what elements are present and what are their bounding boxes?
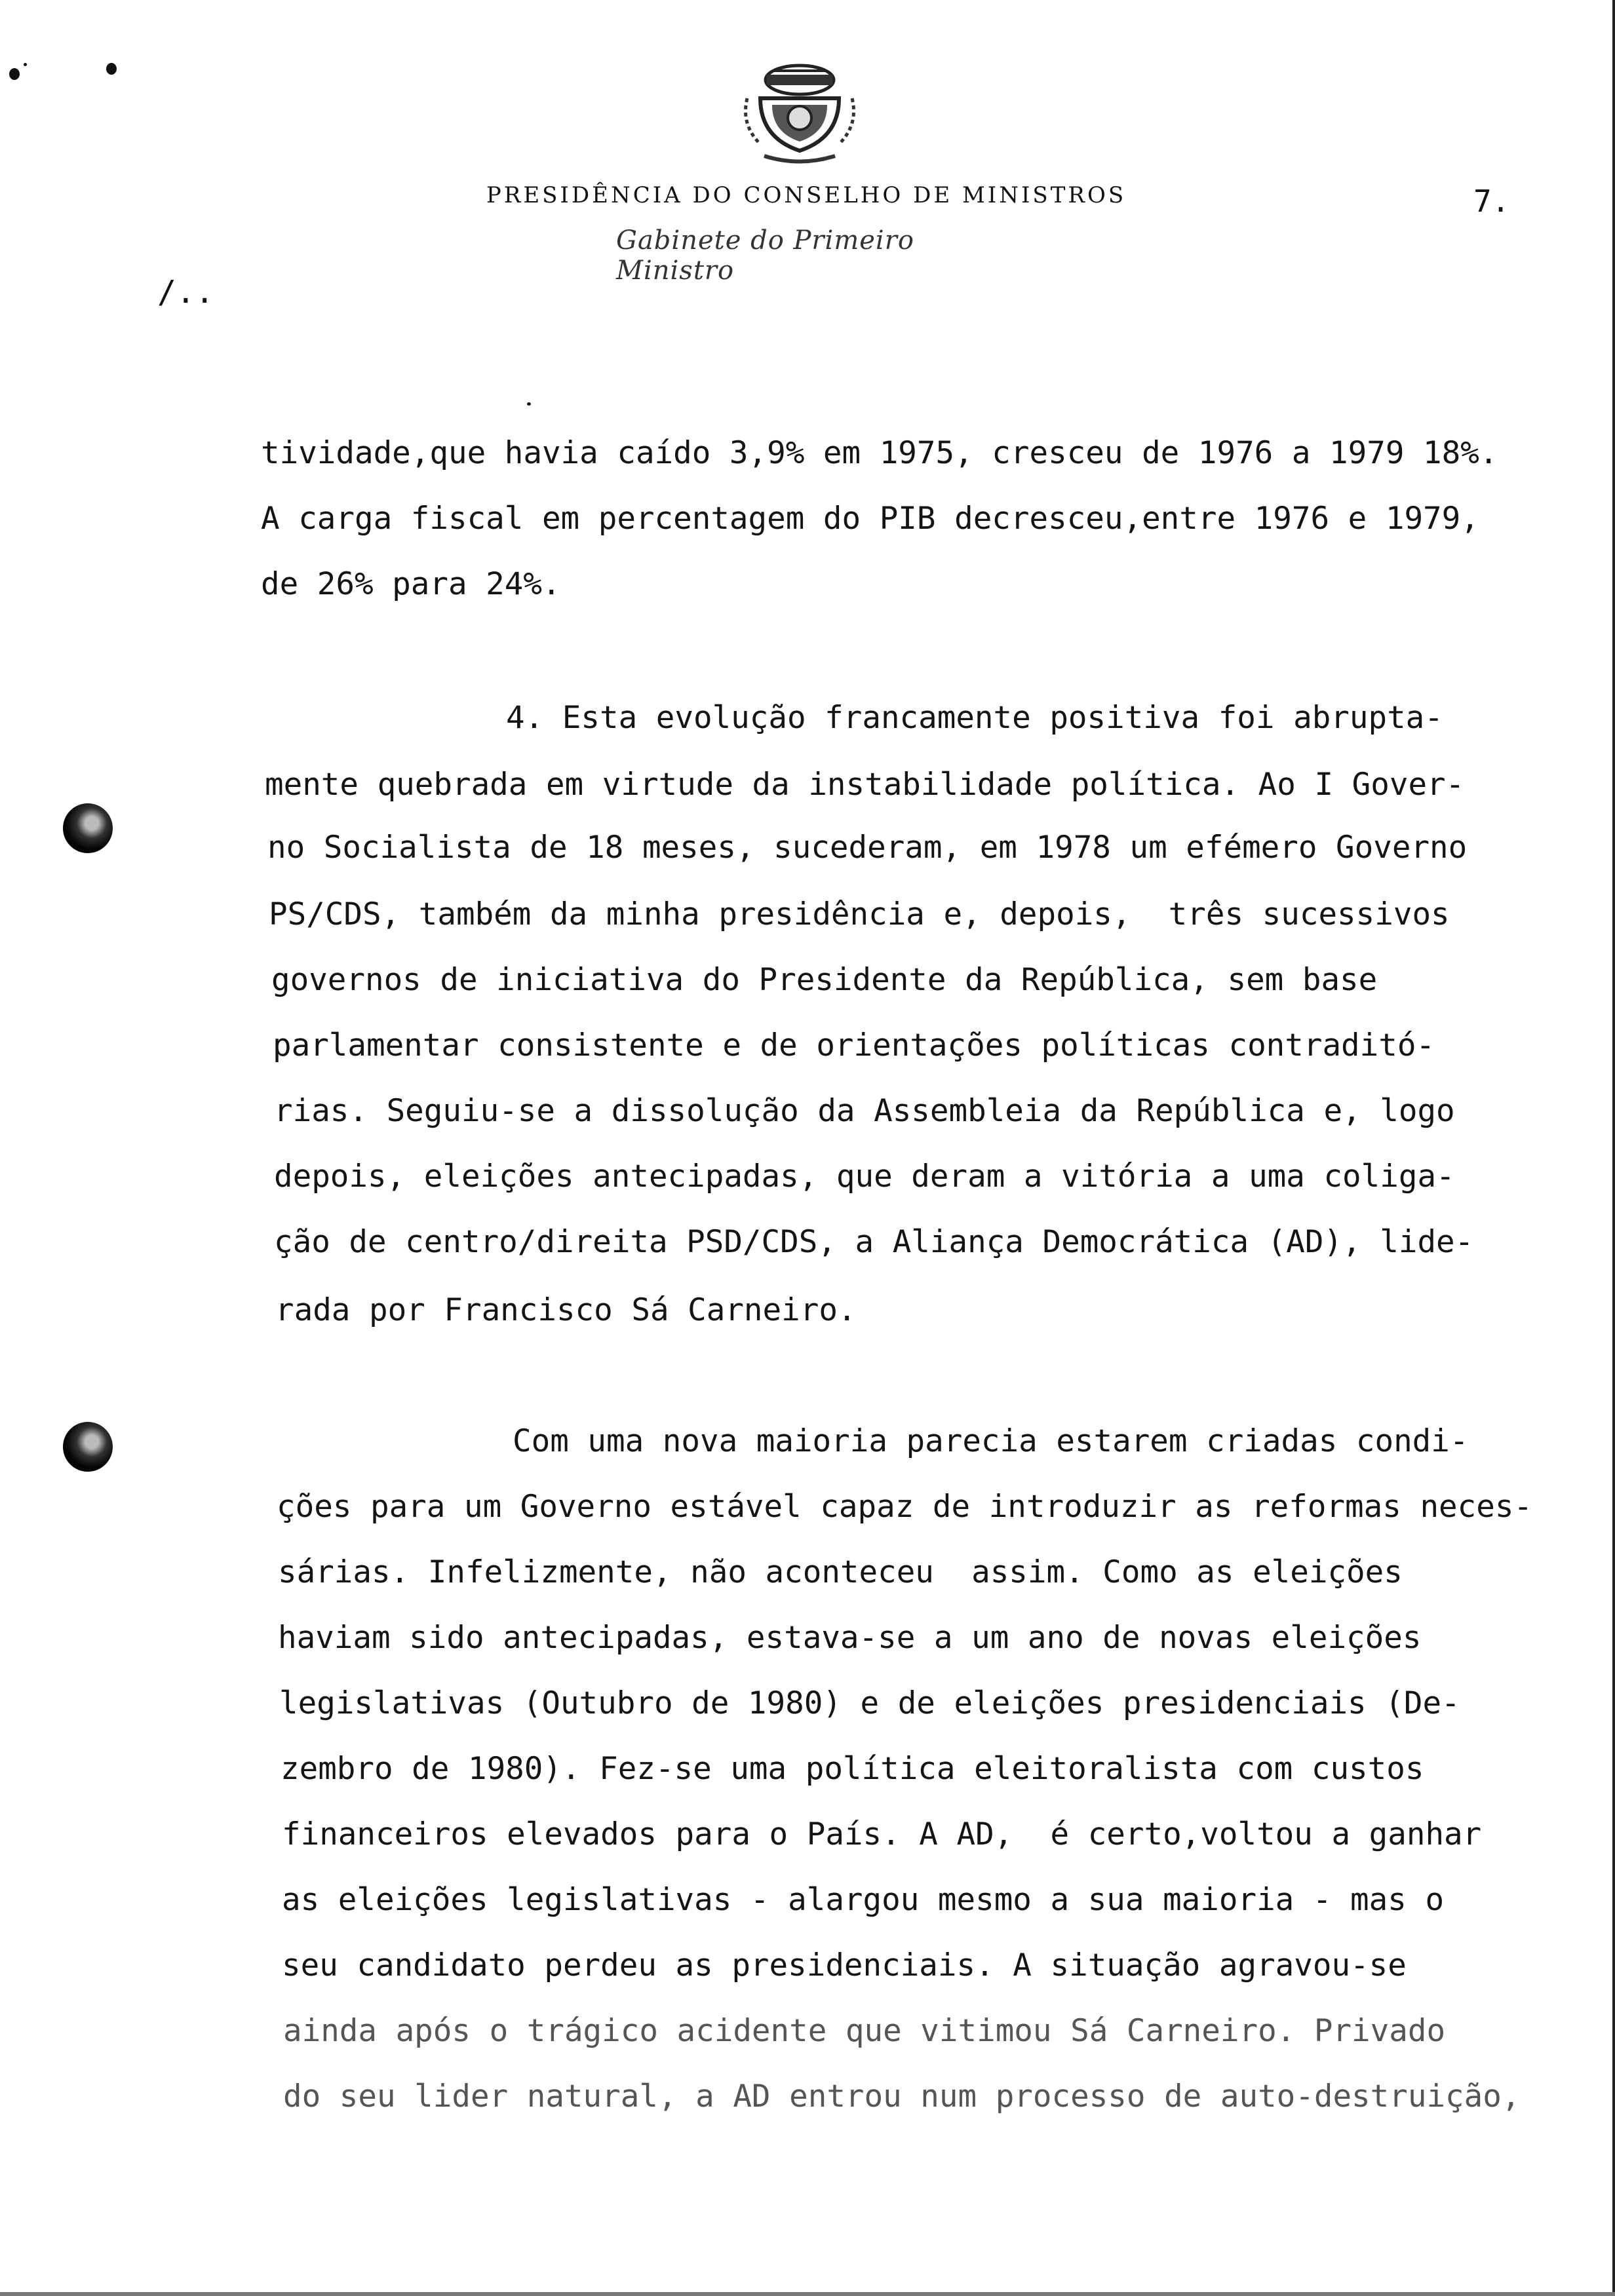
- body-line: seu candidato perdeu as presidenciais. A situação agravou-se: [282, 1947, 1407, 1983]
- body-line: tividade,que havia caído 3,9% em 1975, cresceu de 1976 a 1979 18%.: [261, 435, 1498, 471]
- handwritten-office-signature: Gabinete do Primeiro Ministro: [616, 225, 914, 286]
- body-line: financeiros elevados para o País. A AD, é certo,voltou a ganhar: [282, 1816, 1482, 1852]
- body-line: legislativas (Outubro de 1980) e de eleições presidenciais (De-: [279, 1685, 1460, 1721]
- ink-speck: [24, 63, 27, 66]
- page-bottom-edge: [0, 2292, 1615, 2296]
- page-edge-line: [1612, 0, 1615, 2296]
- body-line: mente quebrada em virtude da instabilidade política. Ao I Gover-: [265, 767, 1465, 803]
- body-line: ção de centro/direita PSD/CDS, a Aliança Democrática (AD), lide-: [274, 1224, 1474, 1260]
- body-line: ainda após o trágico acidente que vitimou Sá Carneiro. Privado: [283, 2013, 1446, 2049]
- body-line: zembro de 1980). Fez-se uma política eleitoralista com custos: [281, 1751, 1424, 1787]
- ink-speck: [106, 63, 117, 75]
- body-line: Com uma nova maioria parecia estarem criadas condi-: [513, 1423, 1469, 1459]
- body-line: PS/CDS, também da minha presidência e, depois, três sucessivos: [269, 896, 1450, 932]
- page-number: 7.: [1473, 183, 1510, 219]
- body-line: A carga fiscal em percentagem do PIB decresceu,entre 1976 e 1979,: [261, 501, 1479, 537]
- body-line: haviam sido antecipadas, estava-se a um ano de novas eleições: [278, 1620, 1422, 1656]
- body-line: as eleições legislativas - alargou mesmo a sua maioria - mas o: [282, 1882, 1445, 1918]
- continuation-mark: /..: [157, 274, 214, 311]
- punch-hole: [63, 1422, 113, 1472]
- coat-of-arms-seal-icon: [741, 52, 859, 167]
- body-line: de 26% para 24%.: [261, 566, 561, 602]
- body-line: sárias. Infelizmente, não aconteceu assim. Como as eleições: [278, 1554, 1403, 1590]
- body-line: rada por Francisco Sá Carneiro.: [275, 1292, 857, 1328]
- body-line: governos de iniciativa do Presidente da República, sem base: [271, 962, 1378, 998]
- punch-hole: [63, 803, 113, 853]
- body-line: ções para um Governo estável capaz de introduzir as reformas neces-: [277, 1489, 1533, 1525]
- body-line: depois, eleições antecipadas, que deram a vitória a uma coliga-: [274, 1158, 1455, 1195]
- body-line: parlamentar consistente e de orientações políticas contraditó-: [273, 1027, 1435, 1063]
- body-line: do seu lider natural, a AD entrou num processo de auto-destruição,: [283, 2078, 1521, 2114]
- ink-speck: [9, 68, 20, 80]
- institution-header: PRESIDÊNCIA DO CONSELHO DE MINISTROS: [486, 182, 1127, 208]
- ink-speck: [527, 402, 531, 406]
- body-line: rias. Seguiu-se a dissolução da Assembleia da República e, logo: [274, 1093, 1455, 1129]
- body-line: no Socialista de 18 meses, sucederam, em 1978 um efémero Governo: [267, 830, 1468, 866]
- body-line: 4. Esta evolução francamente positiva foi abrupta-: [506, 700, 1443, 736]
